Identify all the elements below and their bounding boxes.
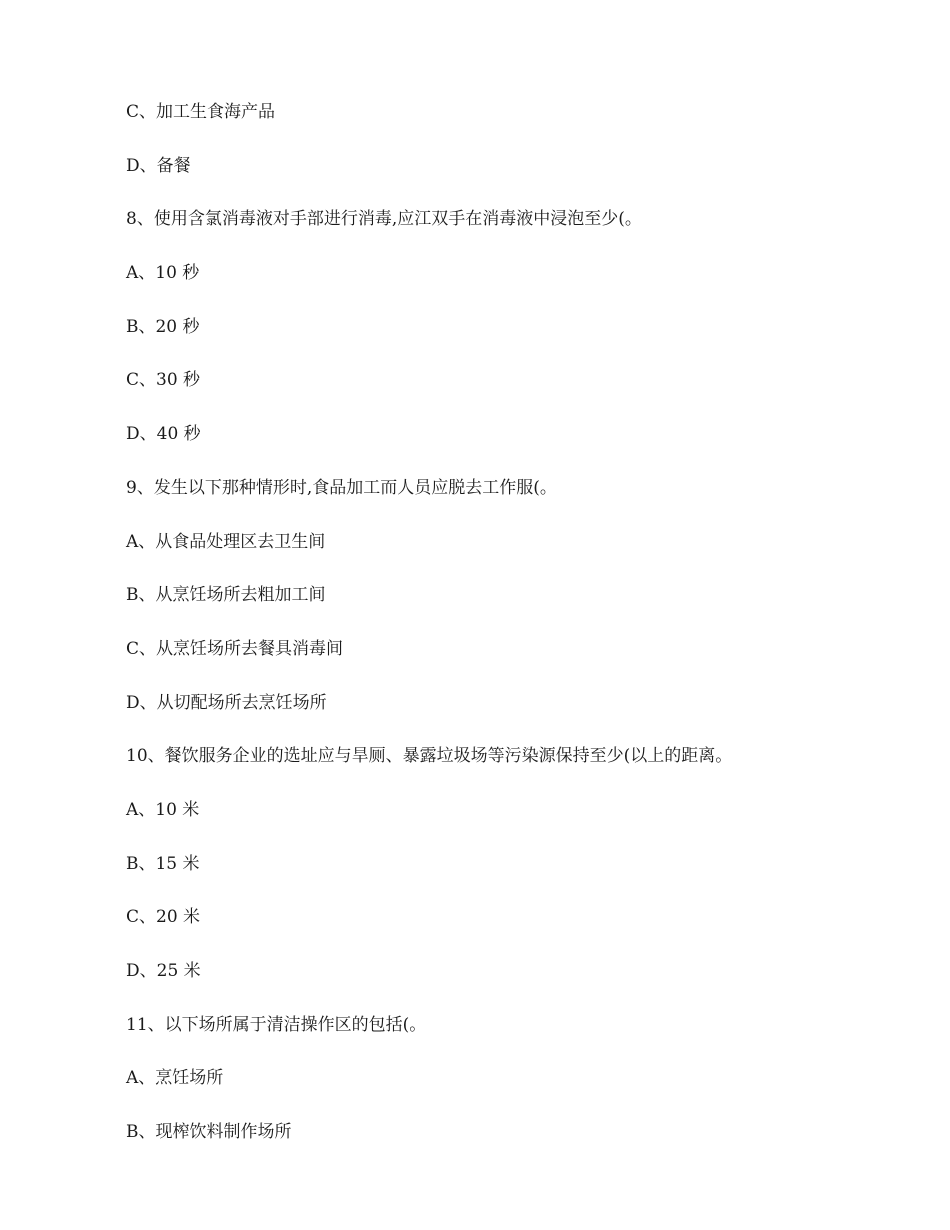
question-line: 9、发生以下那种情形时,食品加工而人员应脱去工作服(。 [126,477,557,498]
option-line: A、烹饪场所 [126,1068,224,1089]
option-line: C、加工生食海产品 [126,102,276,122]
option-line: A、10 秒 [126,263,200,284]
text-body [126,100,846,1174]
option-line: D、40 秒 [126,424,201,445]
option-line: A、10 米 [126,799,200,820]
option-line: A、从食品处理区去卫生间 [126,531,326,552]
option-line: C、30 秒 [126,370,201,391]
option-line: B、20 秒 [126,316,200,337]
option-line: B、现榨饮料制作场所 [126,1122,292,1143]
option-line: B、15 米 [126,853,200,874]
option-line: C、20 米 [126,907,201,928]
question-line: 10、餐饮服务企业的选址应与旱厕、暴露垃圾场等污染源保持至少(以上的距离。 [126,746,733,767]
option-line: C、从烹饪场所去餐具消毒间 [126,638,344,659]
question-line: 8、使用含氯消毒液对手部进行消毒,应江双手在消毒液中浸泡至少(。 [126,209,642,230]
question-line: 11、以下场所属于清洁操作区的包括(。 [126,1014,427,1035]
option-line: D、备餐 [126,155,191,176]
option-line: D、从切配场所去烹饪场所 [126,692,327,713]
option-line: D、25 米 [126,961,201,981]
option-line: B、从烹饪场所去粗加工间 [126,585,326,606]
